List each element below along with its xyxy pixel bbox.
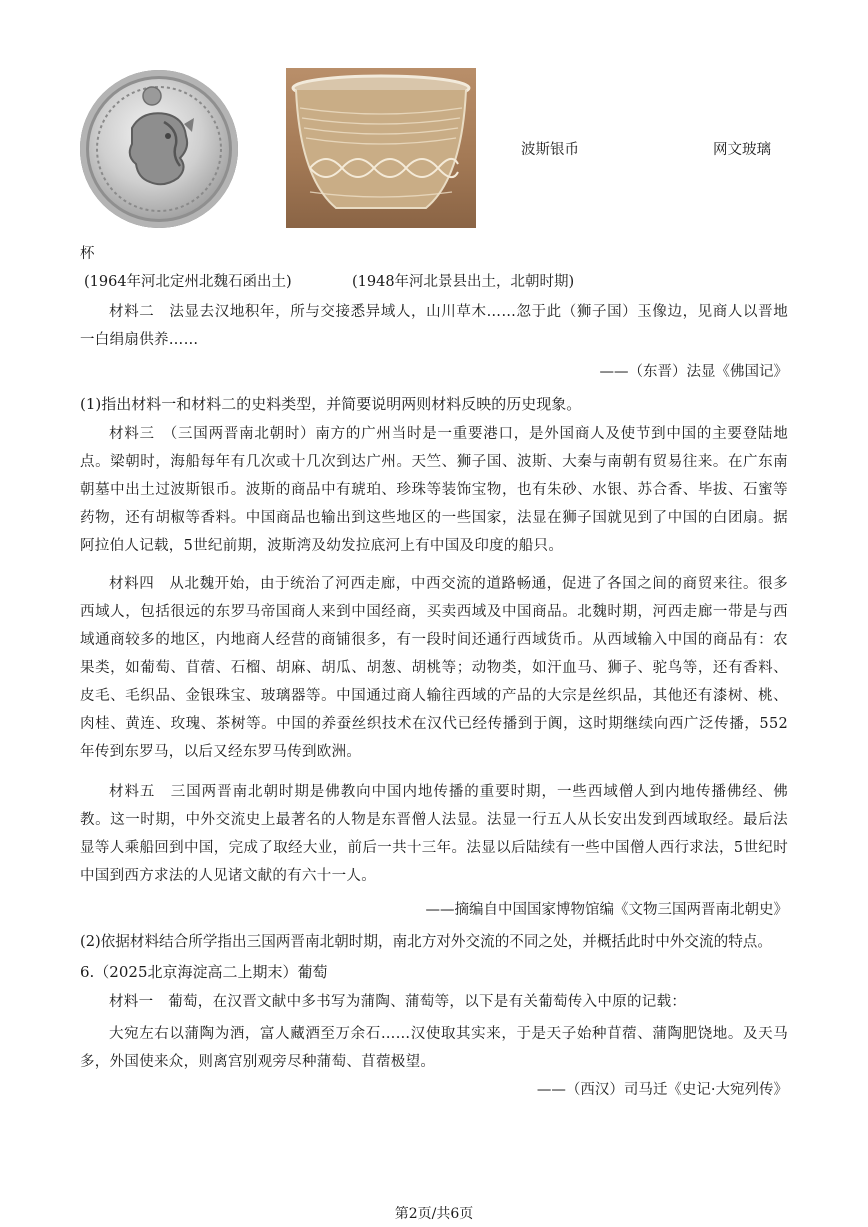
caption-glass-label: 网文玻璃: [713, 142, 771, 158]
netted-glass-cup-image: [286, 68, 476, 228]
material-4-text: 材料四 从北魏开始，由于统治了河西走廊，中西交流的道路畅通，促进了各国之间的商贸来往。很多西域人，包括很远的东罗马帝国商人来到中国经商，买卖西域及中国商品。北魏时期，河西走廊一带是与西域通商较多的地区，内地商人经营的商铺很多，有一段时间还通行西域货币。从西域输入中国的商品有：农果类，如葡萄、苜蓿、石榴、胡麻、胡瓜、胡葱、胡桃等；动物类，如汗血马、狮子、驼鸟等，还有香料、皮毛、毛织品、金银珠宝、玻璃器等。中国通过商人输往西域的产品的大宗是丝织品，其他还有漆树、桃、肉桂、黄连、玫瑰、茶树等。中国的养蚕丝织技术在汉代已经传播到于阗，这时期继续向西广泛传播，552年传到东罗马，以后又经东罗马传到欧洲。: [80, 576, 788, 760]
material-5-text: 材料五 三国两晋南北朝时期是佛教向中国内地传播的重要时期，一些西域僧人到内地传播佛经、佛教。这一时期，中外交流史上最著名的人物是东晋僧人法显。法显一行五人从长安出发到西域取经。最后法显等人乘船回到中国，完成了取经大业，前后一共十三年。法显以后陆续有一些中国僧人西行求法，5世纪时中国到西方求法的人见诸文献的有六十一人。: [80, 784, 788, 884]
question-6-source: ——（西汉）司马迁《史记·大宛列传》: [536, 1082, 788, 1098]
material-5-source: ——摘编自中国国家博物馆编《文物三国两晋南北朝史》: [425, 902, 788, 918]
caption-coin-label: 波斯银币: [521, 142, 579, 158]
caption-cup-char: 杯: [80, 246, 95, 262]
question-6-title: 6.（2025北京海淀高二上期末）葡萄: [80, 963, 328, 981]
material-2-text: 材料二 法显去汉地积年，所与交接悉异域人，山川草木……忽于此（狮子国）玉像边，见商人以晋地一白绢扇供养……: [80, 304, 788, 348]
question-6-material-1-intro: 材料一 葡萄，在汉晋文献中多书写为蒲陶、蒲萄等，以下是有关葡萄传入中原的记载：: [109, 994, 687, 1010]
persian-silver-coin-image: [80, 70, 238, 228]
question-1: (1)指出材料一和材料二的史料类型，并简要说明两则材料反映的历史现象。: [80, 395, 582, 413]
material-3-text: 材料三 （三国两晋南北朝时）南方的广州当时是一重要港口，是外国商人及使节到中国的主要登陆地点。梁朝时，海船每年有几次或十几次到达广州。天竺、狮子国、波斯、大秦与南朝有贸易往来。在广东南朝墓中出土过波斯银币。波斯的商品中有琥珀、珍珠等装饰宝物，也有朱砂、水银、苏合香、毕拔、石蜜等药物，还有胡椒等香料。中国商品也输出到这些地区的一些国家，法显在狮子国就见到了中国的白团扇。据阿拉伯人记载，5世纪前期，波斯湾及幼发拉底河上有中国及印度的船只。: [80, 426, 788, 554]
question-6-quote: 大宛左右以蒲陶为酒，富人藏酒至万余石……汉使取其实来，于是天子始种苜蓿、蒲陶肥饶地。及天马多，外国使来众，则离宫别观旁尽种蒲萄、苜蓿极望。: [80, 1026, 788, 1070]
page-number-footer: 第2页/共6页: [394, 1206, 474, 1222]
caption-glass-provenance: (1948年河北景县出土，北朝时期): [352, 274, 575, 290]
question-2: (2)依据材料结合所学指出三国两晋南北朝时期，南北方对外交流的不同之处，并概括此时中外交流的特点。: [80, 933, 772, 950]
material-2-source: ——（东晋）法显《佛国记》: [599, 364, 788, 380]
caption-coin-provenance: (1964年河北定州北魏石函出土): [84, 274, 292, 290]
